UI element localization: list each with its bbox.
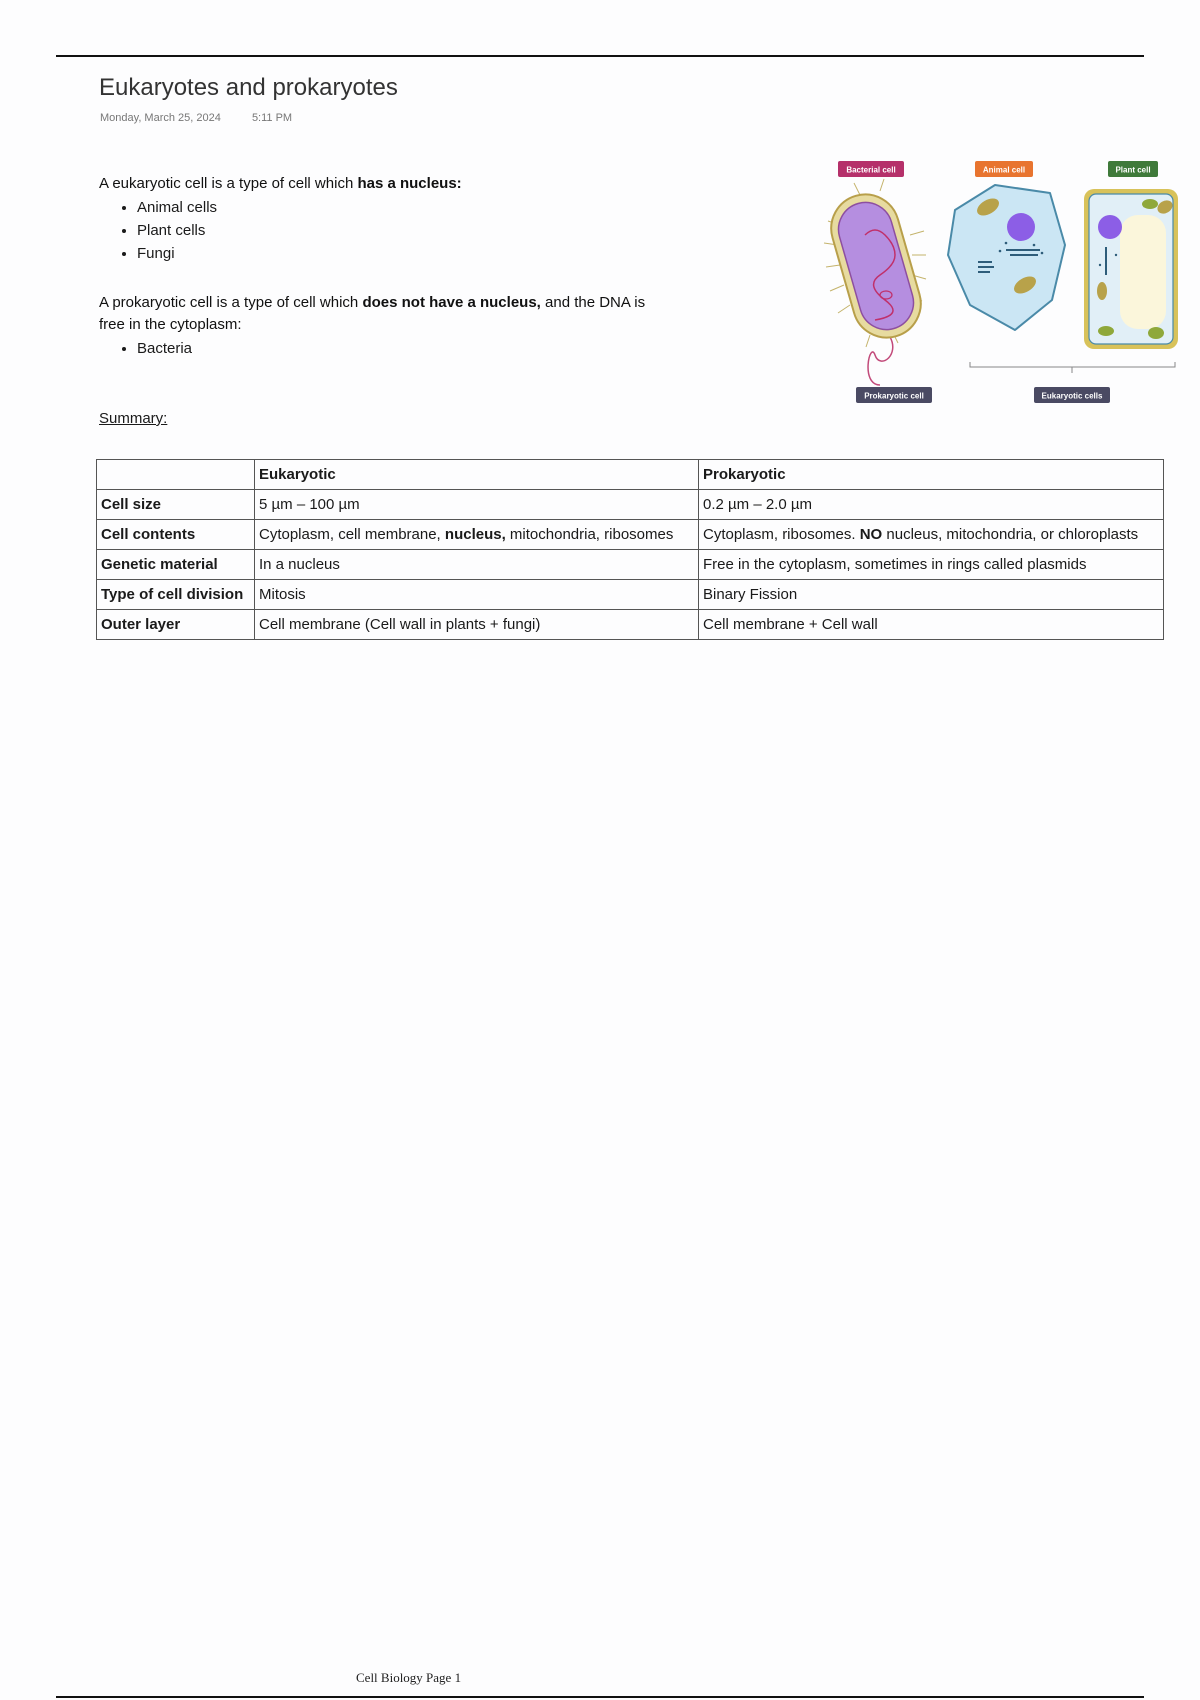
animal-cell-icon xyxy=(948,185,1065,330)
bottom-rule xyxy=(56,1696,1144,1698)
table-header-cell xyxy=(97,460,255,490)
table-row xyxy=(97,490,1164,520)
page-footer: Cell Biology Page 1 xyxy=(356,1670,462,1685)
table-row-label: Genetic material xyxy=(97,550,255,580)
top-rule xyxy=(56,55,1144,57)
animal-cell-label xyxy=(975,161,1033,177)
list-item: • Bacteria xyxy=(137,337,192,360)
table-header-row xyxy=(97,460,1164,490)
table-cell xyxy=(699,520,1164,550)
svg-text:Bacterial cell: Bacterial cell xyxy=(846,165,896,175)
summary-heading: Summary: xyxy=(99,410,168,427)
table-cell: 0.2 µm – 2.0 µm xyxy=(699,490,1164,520)
table-cell: 5 µm – 100 µm xyxy=(255,490,699,520)
plant-cell-label xyxy=(1108,161,1158,177)
table-row-label: Outer layer xyxy=(97,610,255,640)
cell-text: Cytoplasm, ribosomes. xyxy=(703,526,860,543)
eukaryote-examples xyxy=(99,196,217,265)
eukaryote-intro xyxy=(99,173,659,195)
prokaryote-intro-bold: does not have a nucleus, xyxy=(362,294,541,311)
cell-text: nucleus, mitochondria, or chloroplasts xyxy=(882,526,1139,543)
table-cell: Binary Fission xyxy=(699,580,1164,610)
svg-text:Plant cell: Plant cell xyxy=(1115,165,1151,175)
page-time: 5:11 PM xyxy=(251,112,293,124)
table-row xyxy=(97,520,1164,550)
table-row-label: Type of cell division xyxy=(97,580,255,610)
prokaryote-intro-end: and the DNA is free in the cytoplasm: xyxy=(99,294,646,333)
eukaryote-intro-bold: has a nucleus: xyxy=(357,175,462,192)
table-cell: Mitosis xyxy=(255,580,699,610)
prokaryote-intro xyxy=(99,292,669,336)
summary-table xyxy=(96,459,1164,640)
table-cell: Free in the cytoplasm, sometimes in rings called plasmids xyxy=(699,550,1164,580)
table-header-cell: Prokaryotic xyxy=(699,460,1164,490)
eukaryote-intro-text: A eukaryotic cell is a type of cell which xyxy=(99,175,358,192)
page-date: Monday, March 25, 2024 xyxy=(100,112,221,124)
eukaryotic-cells-label xyxy=(1034,387,1110,403)
list-item: • Fungi xyxy=(137,242,217,265)
table-row-label: Cell contents xyxy=(97,520,255,550)
table-cell xyxy=(255,520,699,550)
list-item: • Plant cells xyxy=(137,219,217,242)
bacterial-cell-label xyxy=(838,161,904,177)
svg-text:Prokaryotic cell: Prokaryotic cell xyxy=(864,391,924,401)
table-cell: Cell membrane (Cell wall in plants + fungi) xyxy=(255,610,699,640)
cell-text: mitochondria, ribosomes xyxy=(505,526,674,543)
prokaryote-intro-text: A prokaryotic cell is a type of cell which xyxy=(99,294,363,311)
prokaryote-examples xyxy=(99,337,192,360)
page-title: Eukaryotes and prokaryotes xyxy=(99,74,398,101)
cell-text-bold: NO xyxy=(859,526,883,543)
table-row xyxy=(97,610,1164,640)
cell-text: Cytoplasm, cell membrane, xyxy=(259,526,445,543)
cell-diagram xyxy=(820,155,1190,410)
list-item: • Animal cells xyxy=(137,196,217,219)
table-cell: In a nucleus xyxy=(255,550,699,580)
svg-text:Eukaryotic cells: Eukaryotic cells xyxy=(1041,391,1103,401)
table-row xyxy=(97,550,1164,580)
table-cell: Cell membrane + Cell wall xyxy=(699,610,1164,640)
table-row-label: Cell size xyxy=(97,490,255,520)
cell-text-bold: nucleus, xyxy=(444,526,506,543)
bacterial-cell-icon xyxy=(823,179,929,385)
table-header-cell: Eukaryotic xyxy=(255,460,699,490)
svg-text:Animal cell: Animal cell xyxy=(982,165,1026,175)
plant-cell-icon xyxy=(1084,189,1178,349)
page-meta xyxy=(100,112,292,124)
prokaryotic-cell-label xyxy=(856,387,932,403)
table-row xyxy=(97,580,1164,610)
